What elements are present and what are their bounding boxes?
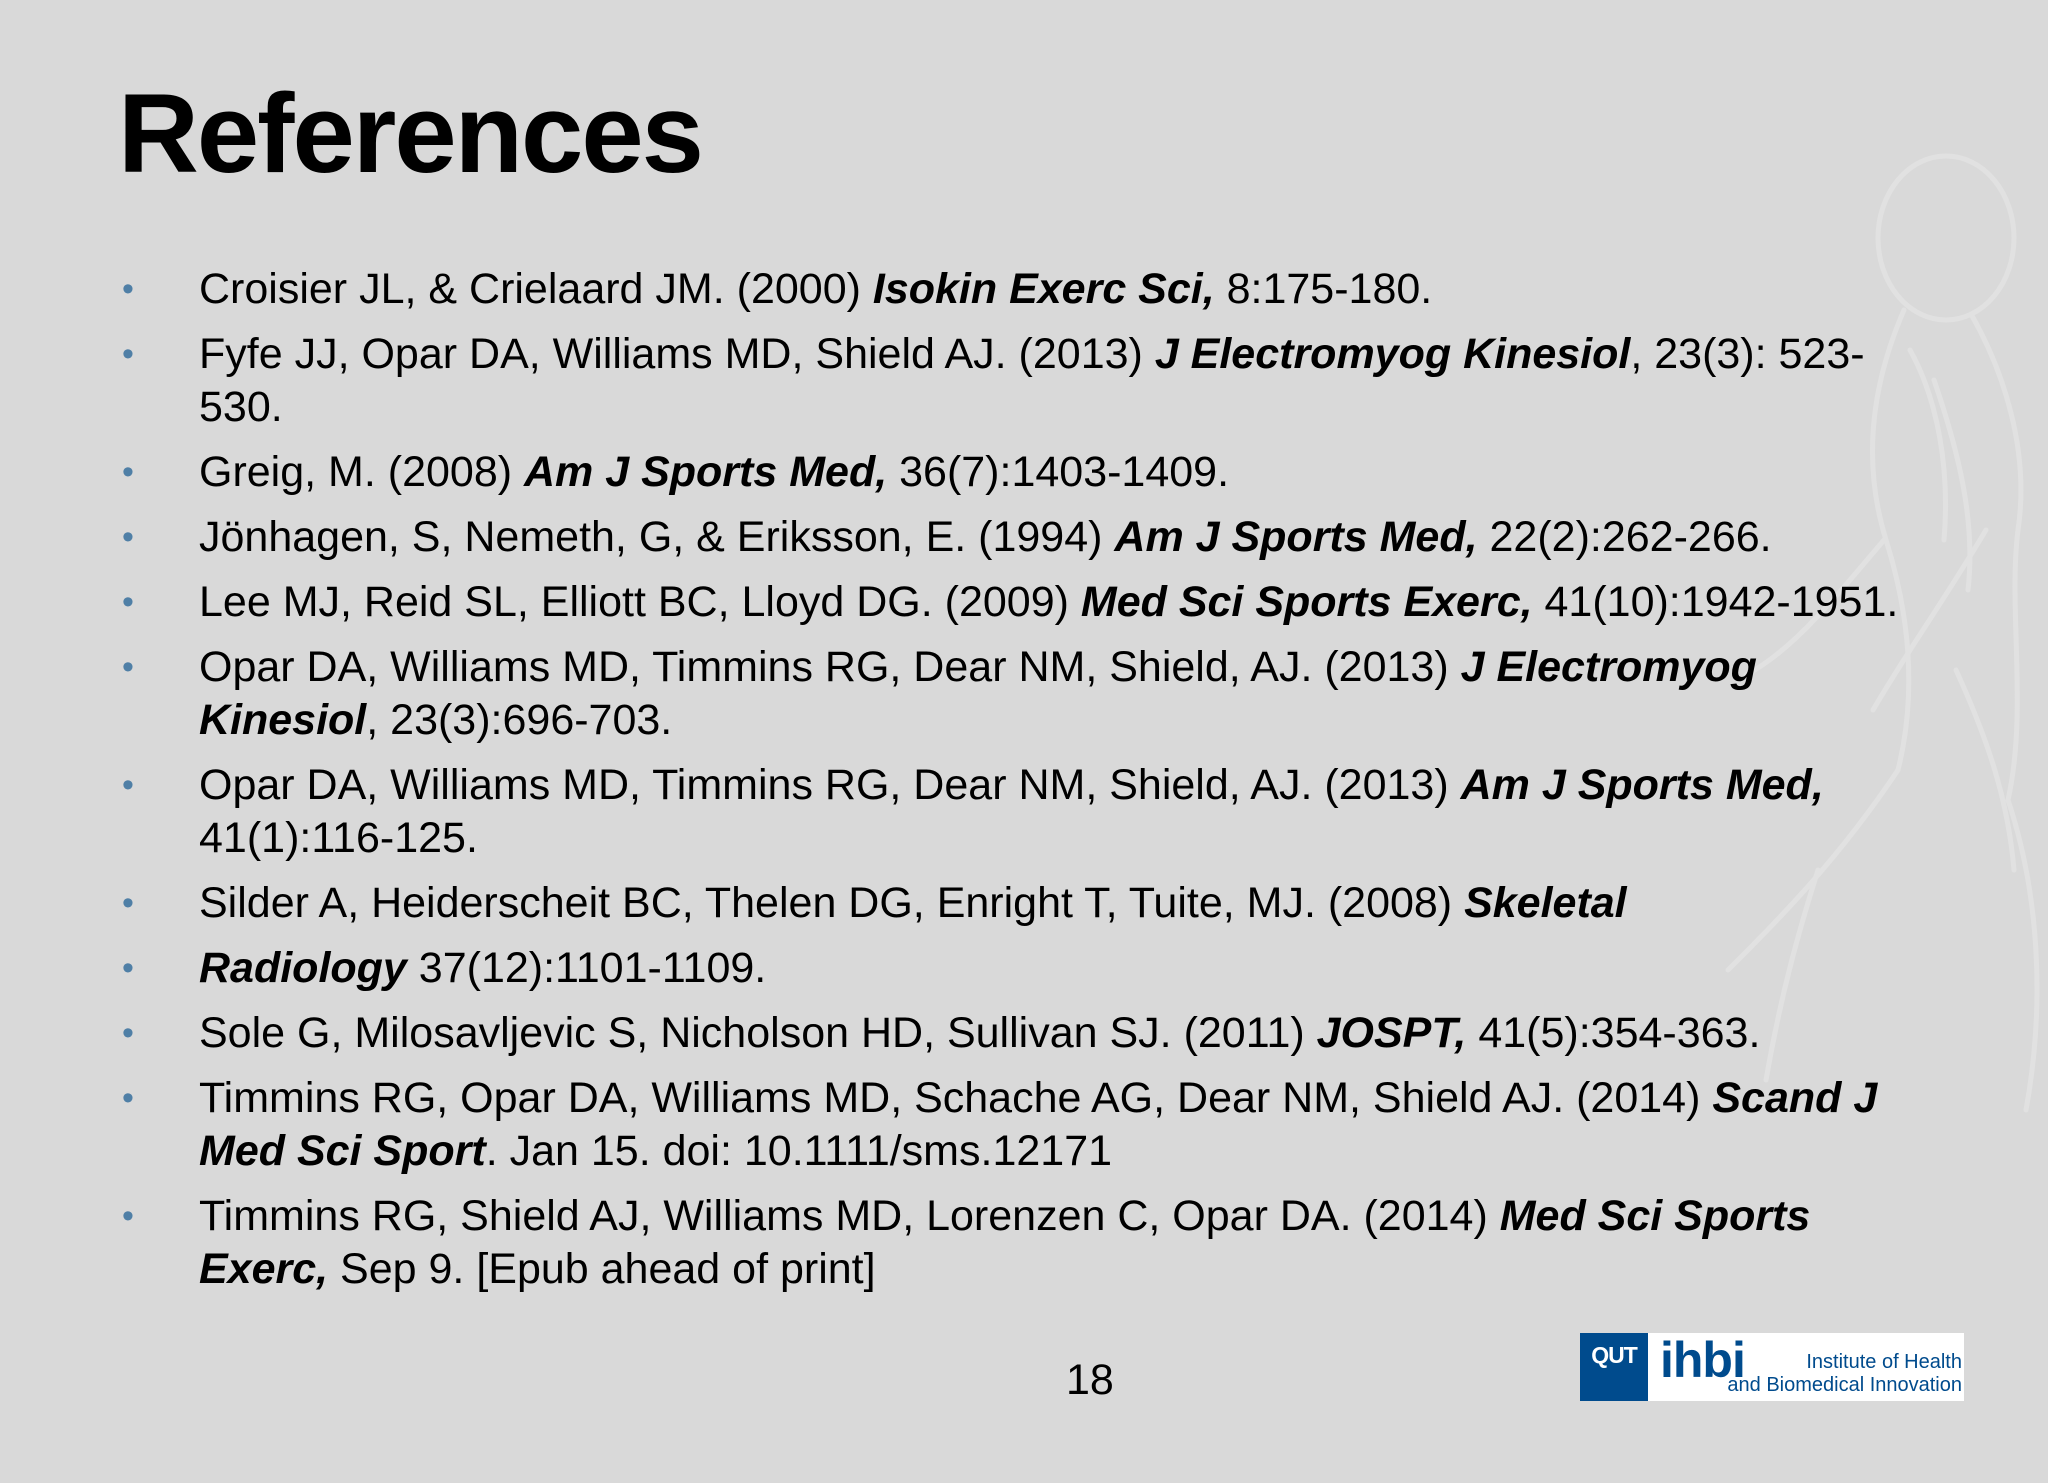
ihbi-wordmark: ihbi xyxy=(1660,1332,1745,1388)
journal-title: JOSPT, xyxy=(1316,1009,1467,1057)
reference-details: 41(5):354-363. xyxy=(1466,1009,1761,1057)
journal-title: Scand J Med Sci Sport xyxy=(199,1074,1878,1175)
reference-authors-year: Jönhagen, S, Nemeth, G, & Eriksson, E. (1994) xyxy=(199,513,1115,561)
reference-item xyxy=(118,877,1938,930)
reference-details: 37(12):1101-1109. xyxy=(406,944,767,992)
reference-details: 8:175-180. xyxy=(1214,265,1433,313)
reference-authors-year: Greig, M. (2008) xyxy=(199,448,524,496)
reference-item xyxy=(118,263,1938,316)
journal-title: Am J Sports Med, xyxy=(524,448,888,496)
ihbi-logo xyxy=(1580,1333,1964,1401)
reference-item xyxy=(118,1007,1938,1060)
bullet-icon: • xyxy=(122,453,134,491)
reference-item xyxy=(118,759,1938,865)
journal-title: Radiology xyxy=(199,944,407,992)
reference-details: . Jan 15. doi: 10.1111/sms.12171 xyxy=(485,1127,1113,1175)
reference-authors-year: Sole G, Milosavljevic S, Nicholson HD, Sullivan SJ. (2011) xyxy=(199,1009,1317,1057)
reference-item xyxy=(118,328,1938,434)
bullet-icon: • xyxy=(122,518,134,556)
reference-item xyxy=(118,942,1938,995)
journal-title: Isokin Exerc Sci, xyxy=(872,265,1215,313)
bullet-icon: • xyxy=(122,884,134,922)
reference-details: Sep 9. [Epub ahead of print] xyxy=(328,1245,876,1293)
reference-item xyxy=(118,1072,1938,1178)
bullet-icon: • xyxy=(122,270,134,308)
reference-details: , 23(3): 523-530. xyxy=(199,330,1865,431)
bullet-icon: • xyxy=(122,1079,134,1117)
journal-title: Med Sci Sports Exerc, xyxy=(199,1192,1811,1293)
reference-details: 41(10):1942-1951. xyxy=(1532,578,1899,626)
journal-title: Med Sci Sports Exerc, xyxy=(1080,578,1533,626)
reference-authors-year: Opar DA, Williams MD, Timmins RG, Dear NM, Shield, AJ. (2013) xyxy=(199,643,1461,691)
reference-item xyxy=(118,1190,1938,1296)
journal-title: Skeletal xyxy=(1464,879,1627,927)
reference-authors-year: Fyfe JJ, Opar DA, Williams MD, Shield AJ. (2013) xyxy=(199,330,1155,378)
slide-title: References xyxy=(118,71,702,196)
reference-authors-year: Timmins RG, Opar DA, Williams MD, Schache AG, Dear NM, Shield AJ. (2014) xyxy=(199,1074,1713,1122)
reference-list xyxy=(118,263,1938,1308)
reference-details: 41(1):116-125. xyxy=(199,814,478,862)
reference-authors-year: Lee MJ, Reid SL, Elliott BC, Lloyd DG. (2009) xyxy=(199,578,1081,626)
journal-title: Am J Sports Med, xyxy=(1114,513,1478,561)
reference-item xyxy=(118,511,1938,564)
bullet-icon: • xyxy=(122,1014,134,1052)
page-number: 18 xyxy=(1066,1356,1114,1404)
reference-details: 36(7):1403-1409. xyxy=(887,448,1230,496)
logo-caption xyxy=(1666,1351,1962,1397)
reference-item xyxy=(118,446,1938,499)
reference-authors-year: Opar DA, Williams MD, Timmins RG, Dear NM, Shield, AJ. (2013) xyxy=(199,761,1461,809)
reference-authors-year: Croisier JL, & Crielaard JM. (2000) xyxy=(199,265,873,313)
qut-logo-mark: QUT xyxy=(1580,1333,1648,1401)
reference-item xyxy=(118,641,1938,747)
reference-details: , 23(3):696-703. xyxy=(366,696,673,744)
reference-authors-year: Timmins RG, Shield AJ, Williams MD, Lorenzen C, Opar DA. (2014) xyxy=(199,1192,1500,1240)
logo-line-1: Institute of Health xyxy=(1806,1351,1962,1373)
bullet-icon: • xyxy=(122,949,134,987)
bullet-icon: • xyxy=(122,648,134,686)
bullet-icon: • xyxy=(122,1197,134,1235)
bullet-icon: • xyxy=(122,335,134,373)
journal-title: J Electromyog Kinesiol xyxy=(199,643,1757,744)
reference-details: 22(2):262-266. xyxy=(1477,513,1772,561)
bullet-icon: • xyxy=(122,583,134,621)
bullet-icon: • xyxy=(122,766,134,804)
logo-line-2: and Biomedical Innovation xyxy=(1727,1374,1962,1396)
journal-title: J Electromyog Kinesiol xyxy=(1154,330,1631,378)
reference-authors-year: Silder A, Heiderscheit BC, Thelen DG, Enright T, Tuite, MJ. (2008) xyxy=(199,879,1465,927)
journal-title: Am J Sports Med, xyxy=(1460,761,1824,809)
reference-item xyxy=(118,576,1938,629)
